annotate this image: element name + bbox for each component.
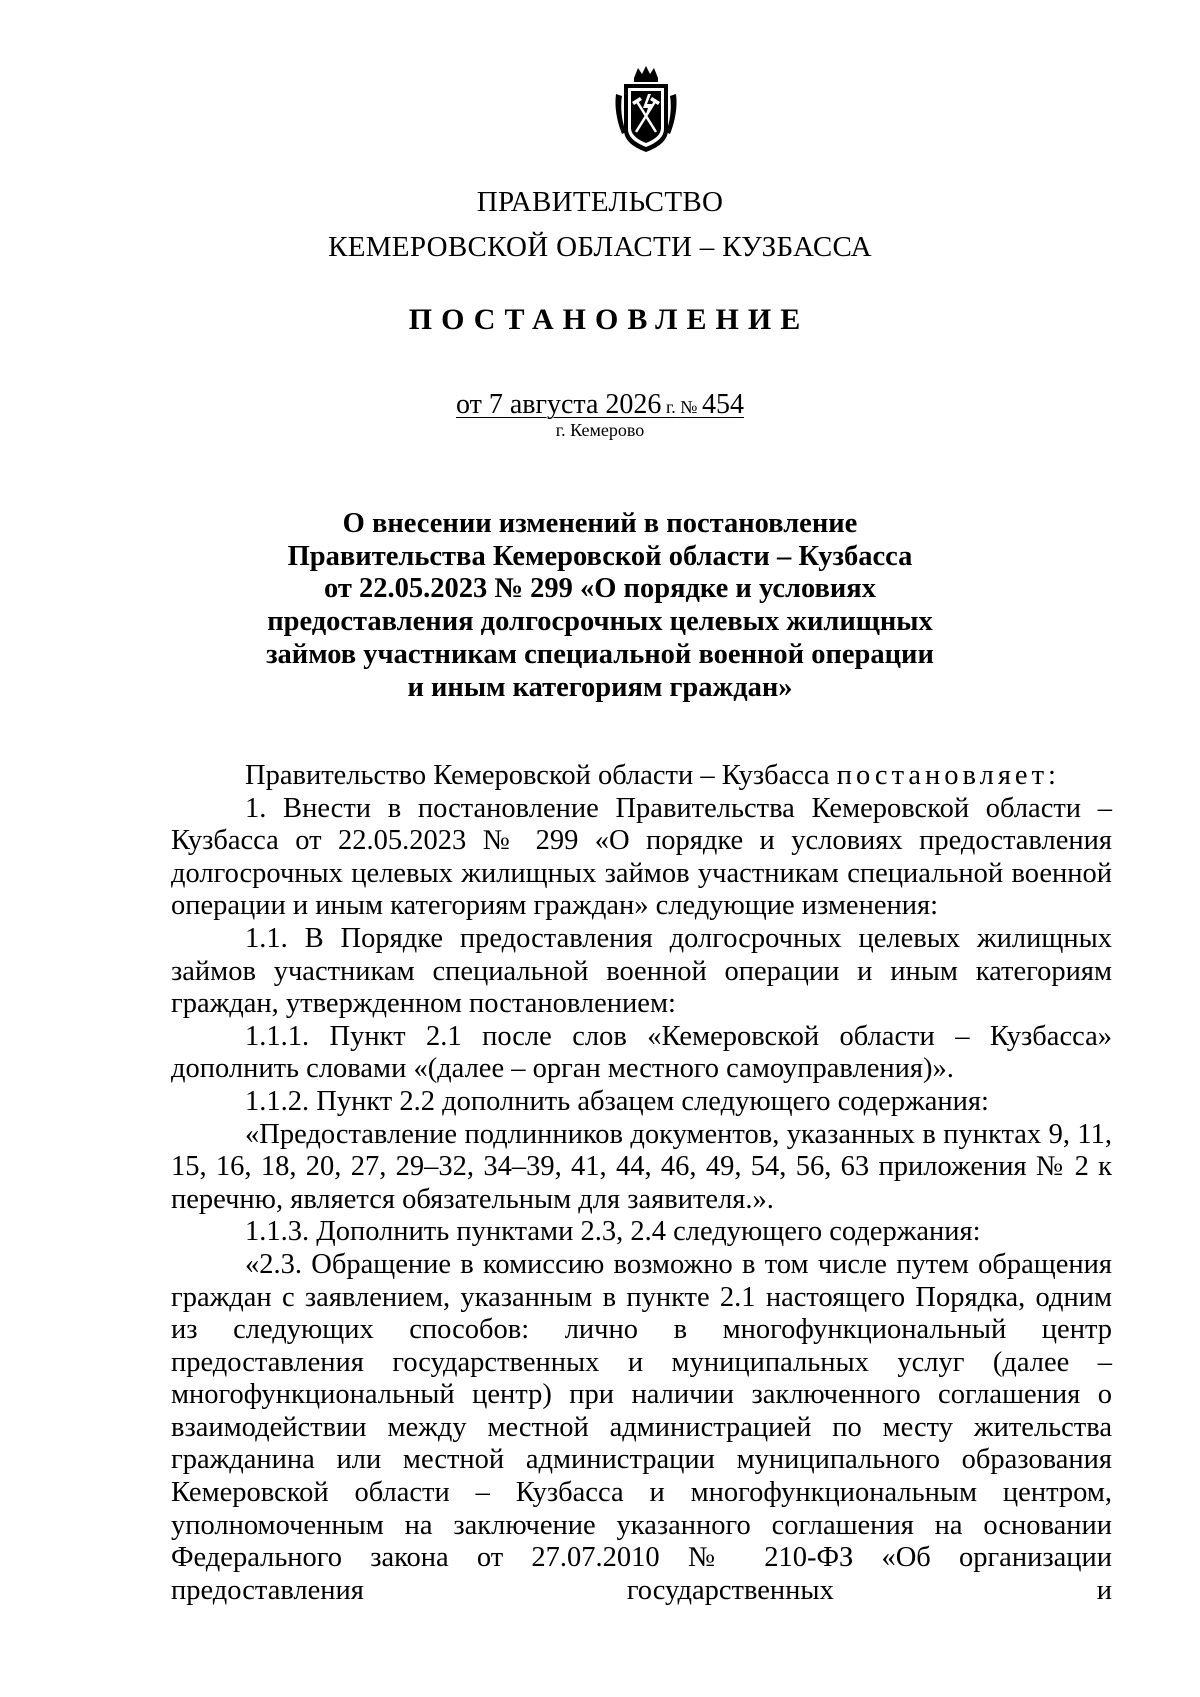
body-paragraph: 1.1.1. Пункт 2.1 после слов «Кемеровской области – Кузбасса» дополнить словами «(далее – орган местного самоуправления)». [171, 1020, 1112, 1085]
city-name: г. Кемерово [555, 420, 645, 440]
subject-line: предоставления долгосрочных целевых жилищных [267, 606, 933, 638]
government-name-line2: КЕМЕРОВСКОЙ ОБЛАСТИ – КУЗБАССА [328, 231, 872, 263]
body-paragraph: «Предоставление подлинников документов, указанных в пунктах 9, 11, 15, 16, 18, 20, 27, 29–32, 34–39, 41, 44, 46, 49, 54, 56, 63 приложения № 2 к перечню, является обязательным для заявителя.». [171, 1118, 1112, 1215]
subject-line: займов участникам специальной военной операции [266, 638, 934, 670]
year-mark: г. № [665, 397, 698, 417]
body-paragraph: 1. Внести в постановление Правительства Кемеровской области – Кузбасса от 22.05.2023 № 299 «О порядке и условиях предоставления долгосрочных целевых жилищных займов участникам специальной военной операции и иным категориям граждан» следующие изменения: [171, 792, 1112, 922]
resolution-intro: Правительство Кемеровской области – Кузбасса постановляет: [245, 760, 1056, 791]
date-number-line [0, 389, 1200, 421]
document-number: 454 [701, 389, 744, 420]
document-subject [0, 508, 1200, 704]
body-paragraph: 1.1.2. Пункт 2.2 дополнить абзацем следующего содержания: [245, 1085, 989, 1117]
coat-of-arms-emblem [612, 64, 680, 154]
body-paragraph: 1.1. В Порядке предоставления долгосрочных целевых жилищных займов участникам специальной военной операции и иным категориям граждан, утвержденном постановлением: [171, 922, 1112, 1020]
document-body [171, 760, 1112, 1607]
subject-line: О внесении изменений в постановление [342, 508, 858, 539]
body-paragraph: «2.3. Обращение в комиссию возможно в том числе путем обращения граждан с заявлением, указанным в пункте 2.1 настоящего Порядка, одним из следующих способов: лично в многофункциональный центр предоставления государственных и муниципальных услуг (далее – многофункциональный центр) при наличии заключенного соглашения о взаимодействии между местной администрацией по месту жительства гражданина или местной администрации муниципального образования Кемеровской области – Кузбасса и многофункциональным центром, уполномоченным на заключение указанного соглашения на основании Федерального закона от 27.07.2010 № 210-ФЗ «Об организации предоставления государственных и [171, 1248, 1112, 1606]
subject-line: от 22.05.2023 № 299 «О порядке и условиях [324, 573, 876, 605]
subject-line: Правительства Кемеровской области – Кузбасса [287, 540, 913, 572]
document-type-title: ПОСТАНОВЛЕНИЕ [408, 303, 810, 336]
body-paragraph: 1.1.3. Дополнить пунктами 2.3, 2.4 следующего содержания: [245, 1216, 981, 1248]
government-name-line1: ПРАВИТЕЛЬСТВО [476, 186, 724, 218]
subject-line: и иным категориям граждан» [407, 671, 793, 703]
document-date: от 7 августа 2026 [456, 389, 662, 420]
